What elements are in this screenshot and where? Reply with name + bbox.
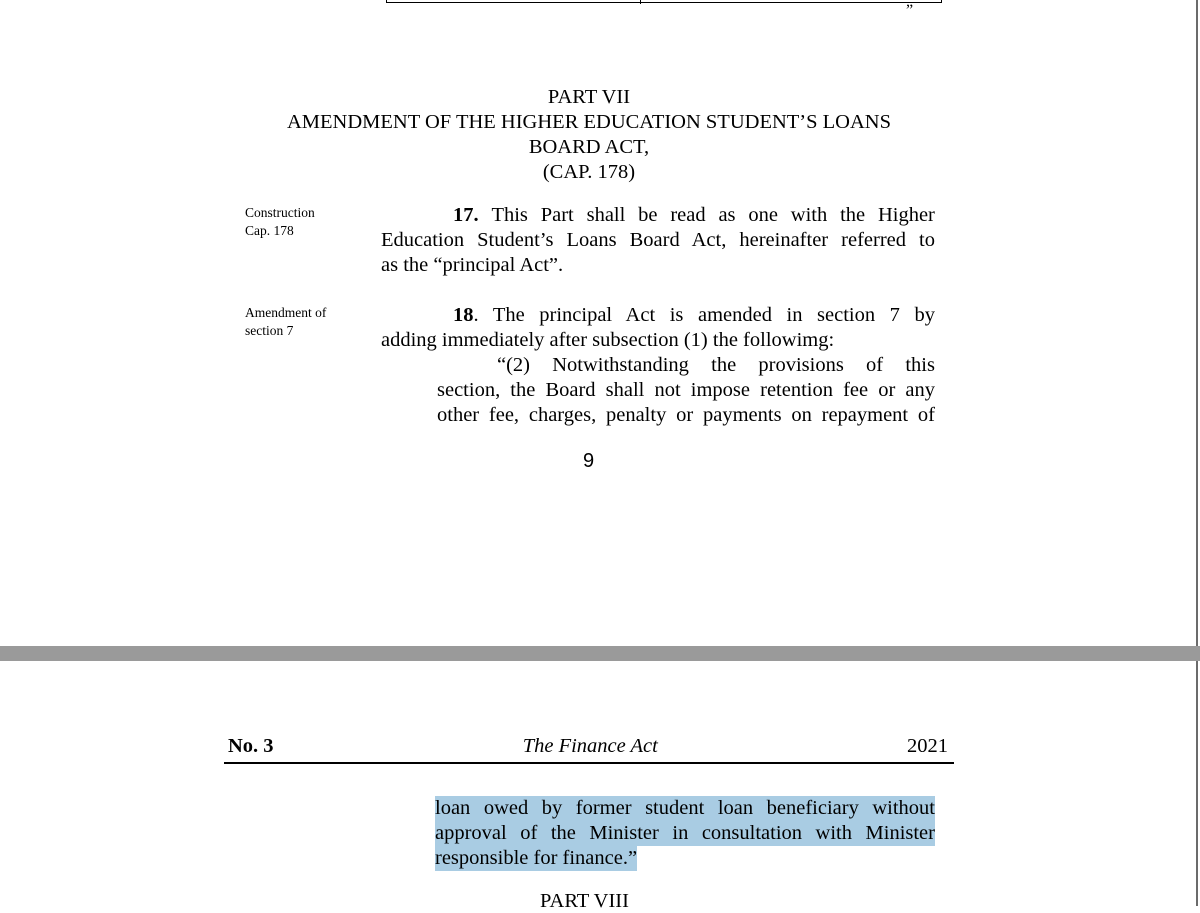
part-vii-title-line1: AMENDMENT OF THE HIGHER EDUCATION STUDENT’S LOANS — [287, 111, 891, 133]
page-separator — [0, 646, 1200, 661]
page-edge-shadow — [1196, 661, 1198, 906]
word: shall — [586, 204, 626, 226]
section-18-line4: section, the Board shall not impose retention fee or any — [437, 379, 935, 401]
highlighted-line[interactable]: approval of the Minister in consultation with Minister — [435, 822, 935, 844]
word: one — [748, 204, 778, 226]
section-number: 17. — [453, 204, 479, 226]
section-17-line3: as the “principal Act”. — [381, 254, 564, 276]
word: the — [840, 204, 866, 226]
page-number: 9 — [583, 450, 595, 472]
margin-note-line: Amendment of — [245, 305, 327, 320]
table-border-fragment — [386, 0, 942, 3]
word: with — [790, 204, 828, 226]
part-vii-label: PART VII — [547, 86, 631, 108]
section-18-paragraph — [381, 303, 935, 428]
section-18-line3: “(2) Notwithstanding the provisions of this — [497, 354, 935, 376]
header-rule — [224, 762, 954, 764]
word: read — [670, 204, 706, 226]
margin-note-line: Construction — [245, 205, 315, 220]
running-header — [228, 735, 948, 761]
word: be — [638, 204, 658, 226]
section-17-paragraph — [381, 203, 935, 278]
section-18-line5: other fee, charges, penalty or payments on repayment of — [437, 404, 935, 426]
section-18-line1-text: . The principal Act is amended in section 7 by — [473, 304, 935, 326]
word: This — [491, 204, 528, 226]
section-18-line2: adding immediately after subsection (1) the followimg: — [381, 329, 835, 351]
highlighted-line[interactable]: responsible for finance.” — [435, 847, 638, 869]
highlighted-line[interactable]: loan owed by former student loan beneficiary without — [435, 797, 935, 819]
part-vii-title-line2: BOARD ACT, — [528, 136, 650, 158]
section-17-line2: Education Student’s Loans Board Act, hereinafter referred to — [381, 229, 935, 251]
margin-note-line: Cap. 178 — [245, 223, 294, 238]
act-number: No. 3 — [228, 735, 274, 757]
word: Part — [540, 204, 574, 226]
page-edge-shadow — [1196, 0, 1198, 646]
part-viii-label: PART VIII — [540, 890, 629, 912]
section-18-line1 — [381, 303, 935, 328]
word: Higher — [877, 204, 935, 226]
part-vii-title-line3: (CAP. 178) — [542, 161, 636, 183]
margin-note-construction — [245, 204, 365, 240]
act-title: The Finance Act — [522, 735, 658, 757]
margin-note-amendment — [245, 304, 365, 340]
section-number: 18 — [453, 304, 474, 326]
closing-quote: ” — [906, 2, 914, 19]
table-column-divider — [640, 0, 641, 4]
act-year: 2021 — [907, 735, 948, 757]
margin-note-line: section 7 — [245, 323, 294, 338]
word: as — [718, 204, 736, 226]
section-17-line1 — [381, 203, 935, 228]
